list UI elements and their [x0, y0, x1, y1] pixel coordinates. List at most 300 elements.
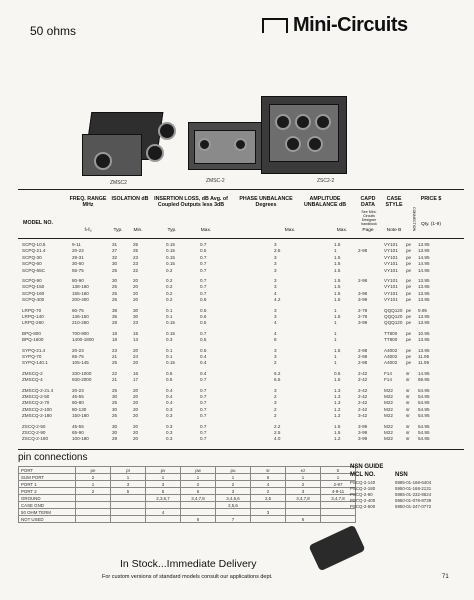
table-cell: 1: [334, 307, 337, 313]
pin-cell: 5: [146, 488, 181, 495]
table-cell: 0.6: [334, 370, 341, 376]
table-cell: 23: [133, 254, 139, 260]
table-cell: 8: [274, 337, 277, 343]
table-cell: 0.3: [166, 337, 173, 343]
pin-cell: [251, 516, 286, 523]
table-cell: 2.2: [274, 423, 281, 429]
col-phase: PHASE UNBALANCE Degrees: [239, 196, 293, 208]
table-cell: 3-99: [358, 297, 368, 303]
table-cell: 20: [133, 284, 139, 290]
table-cell: 0.7: [200, 261, 207, 267]
table-cell: 25: [133, 248, 139, 254]
table-cell: 18: [112, 337, 118, 343]
table-cell: 4: [274, 320, 277, 326]
table-cell: 20-22: [72, 248, 84, 254]
pin-cell: 2: [76, 488, 111, 495]
table-cell: 138-160: [72, 284, 89, 290]
table-cell: 38: [112, 307, 118, 313]
table-cell: 0.5: [200, 347, 207, 353]
pin-row: [19, 481, 356, 488]
col-iso-min: Min.: [133, 228, 143, 233]
pin-cell: 3,4,7,8: [181, 495, 216, 502]
pin-function: SUM PORT: [19, 474, 76, 481]
table-cell: 1.5: [334, 284, 341, 290]
table-cell: QQQ120: [384, 307, 403, 313]
table-cell: 9.95: [418, 307, 427, 313]
table-cell: 54.95: [418, 430, 430, 435]
table-cell: 18: [112, 330, 118, 336]
table-cell: QQQ120: [384, 314, 403, 319]
table-cell: 0.6: [166, 370, 173, 376]
pin-row: [19, 509, 356, 516]
table-cell: QQQ120: [384, 320, 403, 326]
table-cell: 0.4: [166, 387, 173, 393]
table-cell: 21: [112, 377, 118, 383]
model-number: ZMSCQ-2: [22, 370, 43, 376]
model-number: SCPQ-21.4: [22, 248, 46, 254]
table-cell: 1.5: [334, 314, 341, 319]
table-cell: pe: [406, 314, 412, 319]
pin-connections-title: pin connections: [18, 452, 88, 463]
table-cell: 2-98: [358, 248, 368, 254]
table-cell: sr: [406, 387, 410, 393]
pin-cell: 1: [216, 474, 251, 481]
table-cell: 0.7: [200, 430, 207, 435]
table-cell: 0.8: [200, 297, 207, 303]
pin-header-cell: pw: [181, 467, 216, 474]
table-cell: 0.7: [200, 290, 207, 296]
table-cell: 13.95: [418, 320, 430, 326]
table-cell: 6.2: [274, 370, 281, 376]
table-cell: 3-99: [358, 320, 368, 326]
model-number: SYPQ-70: [22, 354, 42, 359]
table-cell: M22: [384, 387, 393, 393]
model-number: ZSCQ-2-180: [22, 436, 49, 442]
table-cell: 1.2: [334, 413, 341, 419]
table-cell: pe: [406, 254, 412, 260]
model-number: BPQ-1600: [22, 337, 44, 343]
table-cell: 13.95: [418, 290, 430, 296]
table-cell: 2-98: [358, 278, 368, 283]
model-number: SCPQ-30: [22, 254, 42, 260]
model-number: ZMSCQ-4: [22, 377, 43, 383]
table-cell: 0.15: [166, 254, 175, 260]
table-cell: 65-75: [72, 354, 84, 359]
pin-row: [19, 502, 356, 509]
table-cell: sr: [406, 400, 410, 406]
table-cell: 0.15: [166, 261, 175, 267]
table-cell: 3: [274, 307, 277, 313]
pin-cell: 3: [111, 481, 146, 488]
table-cell: 13: [133, 337, 139, 343]
table-cell: VY101: [384, 267, 398, 273]
model-number: ZMSCQ-2-21.4: [22, 387, 54, 393]
in-stock-banner: In Stock...Immediate Delivery: [120, 558, 257, 570]
pin-cell: [181, 502, 216, 509]
table-cell: pe: [406, 330, 412, 336]
table-cell: 25: [112, 360, 118, 366]
col-price: PRICE $: [420, 196, 442, 202]
table-cell: 0.7: [200, 267, 207, 273]
table-cell: 1.5: [334, 254, 341, 260]
table-cell: 0.5: [200, 307, 207, 313]
table-cell: 0.2: [166, 278, 173, 283]
table-cell: 30: [112, 430, 118, 435]
pin-cell: 2,3,6,7: [146, 495, 181, 502]
model-number: ZMSCQ-2-50: [22, 394, 50, 399]
table-cell: 0.15: [166, 248, 175, 254]
table-cell: 2-42: [358, 394, 368, 399]
table-cell: 0.5: [166, 377, 173, 383]
table-cell: 0.2: [166, 290, 173, 296]
model-number: SYPQ-21.4: [22, 347, 46, 353]
table-cell: 2: [274, 406, 277, 412]
nsn-col-nsn: NSN: [395, 472, 408, 478]
nsn-number: 5950-01-078-8739: [395, 498, 432, 503]
model-number: SCPQ-160: [22, 290, 45, 296]
col-freq: FREQ. RANGE MHz: [69, 196, 107, 208]
table-cell: 45-55: [72, 423, 84, 429]
table-cell: 30: [112, 423, 118, 429]
table-cell: 1.2: [334, 406, 341, 412]
table-cell: pe: [406, 337, 412, 343]
table-cell: 11.95: [418, 354, 430, 359]
table-cell: 25: [112, 387, 118, 393]
table-cell: 1.5: [334, 242, 341, 247]
table-row: [18, 268, 464, 274]
computer-evaluated-stamp: [308, 525, 365, 572]
col-amplitude: AMPLITUDE UNBALANCE dB: [303, 196, 347, 208]
pin-header-cell: pe: [76, 467, 111, 474]
table-cell: 54.95: [418, 406, 430, 412]
table-cell: 105-145: [72, 360, 89, 366]
model-number: SYPQ-140.1: [22, 360, 48, 366]
model-number: ZSCQ-2-50: [22, 423, 46, 429]
pin-cell: 2,5: [251, 495, 286, 502]
table-cell: 1: [334, 248, 337, 254]
table-cell: 20: [133, 430, 139, 435]
table-cell: 15: [133, 330, 139, 336]
table-cell: 0.2: [166, 297, 173, 303]
table-cell: VY101: [384, 261, 398, 267]
table-cell: 1: [334, 320, 337, 326]
photo-caption-right: ZSC2-2: [317, 178, 335, 184]
table-cell: 10.95: [418, 330, 430, 336]
model-number: LRPQ-70: [22, 307, 42, 313]
table-cell: 54.95: [418, 394, 430, 399]
table-cell: 13.95: [418, 314, 430, 319]
model-number: SCPQ-400: [22, 297, 45, 303]
table-cell: 9-11: [72, 242, 81, 247]
table-cell: 3-42: [358, 413, 368, 419]
col-amp-max: Max.: [336, 228, 348, 233]
brand-name: Mini-Circuits: [293, 14, 408, 36]
table-cell: 3: [274, 278, 277, 283]
table-cell: 930-2000: [72, 377, 92, 383]
table-cell: 0.15: [166, 320, 175, 326]
model-number: ZSCQ-2-90: [22, 430, 46, 435]
table-cell: 0.7: [200, 436, 207, 442]
pin-header-cell: pu: [216, 467, 251, 474]
model-number: SCPQ-60: [22, 261, 42, 267]
table-cell: 14.95: [418, 254, 430, 260]
table-cell: sr: [406, 377, 410, 383]
table-cell: 17: [133, 377, 139, 383]
pin-cell: 3,4,7,8: [286, 495, 321, 502]
table-cell: 3: [274, 387, 277, 393]
table-cell: sr: [406, 413, 410, 419]
table-cell: VY101: [384, 254, 398, 260]
table-cell: 25: [112, 413, 118, 419]
table-cell: 2-42: [358, 377, 368, 383]
table-cell: 0.7: [200, 387, 207, 393]
table-cell: 0.3: [166, 413, 173, 419]
table-cell: 1.5: [334, 297, 341, 303]
pin-cell: 6: [251, 474, 286, 481]
pin-cell: [216, 509, 251, 516]
table-cell: 35: [112, 314, 118, 319]
table-cell: TT800: [384, 337, 398, 343]
pin-cell: 1: [76, 481, 111, 488]
product-photo-left: [70, 104, 180, 186]
table-cell: 1.5: [334, 377, 341, 383]
table-cell: TT800: [384, 330, 398, 336]
table-cell: M22: [384, 400, 393, 406]
table-cell: 3-99: [358, 423, 368, 429]
pin-cell: 6: [181, 488, 216, 495]
col-ins-typ: Typ.: [167, 228, 177, 233]
col-case-note: Note B: [386, 228, 402, 233]
pin-function: 50 OHM TERM: [19, 509, 76, 516]
table-cell: VY101: [384, 297, 398, 303]
table-cell: 2.5: [274, 430, 281, 435]
model-number: SCPQ-10.5: [22, 242, 46, 247]
table-cell: 25: [112, 290, 118, 296]
table-cell: 0.7: [200, 423, 207, 429]
table-cell: 25: [112, 267, 118, 273]
pin-cell: 2: [181, 481, 216, 488]
model-number: BPQ-800: [22, 330, 41, 336]
table-cell: 4: [274, 290, 277, 296]
table-cell: 3: [274, 400, 277, 406]
table-cell: 4.0: [274, 436, 281, 442]
pin-header-cell: PORT: [19, 467, 76, 474]
pin-cell: 1: [286, 474, 321, 481]
table-cell: 14.95: [418, 261, 430, 267]
table-cell: 0.7: [200, 284, 207, 290]
pin-cell: [251, 502, 286, 509]
table-cell: 0.3: [166, 436, 173, 442]
table-cell: 0.7: [200, 413, 207, 419]
table-cell: 0.7: [200, 400, 207, 406]
table-cell: 20-23: [72, 347, 84, 353]
table-cell: 2: [274, 394, 277, 399]
pin-cell: [76, 516, 111, 523]
custom-versions-note: For custom versions of standard models consult our applications dept.: [102, 574, 273, 580]
pin-function: CASE GND: [19, 502, 76, 509]
table-cell: 69.95: [418, 377, 430, 383]
pin-function: NOT USED: [19, 516, 76, 523]
table-cell: 20: [133, 290, 139, 296]
pin-cell: [111, 502, 146, 509]
pin-cell: 1: [181, 474, 216, 481]
table-cell: 29: [112, 436, 118, 442]
table-cell: 2: [274, 360, 277, 366]
table-cell: A4002: [384, 360, 398, 366]
table-cell: 60-75: [72, 307, 84, 313]
col-case: CASE STYLE: [385, 196, 403, 208]
nsn-guide-title: NSN GUIDE: [350, 464, 384, 470]
table-cell: 2-42: [358, 406, 368, 412]
table-cell: 13.95: [418, 278, 430, 283]
table-cell: 2-78: [358, 314, 368, 319]
pin-header-cell: ez: [286, 467, 321, 474]
col-model: MODEL NO.: [23, 220, 53, 226]
table-cell: 0.7: [200, 406, 207, 412]
table-cell: 13.95: [418, 297, 430, 303]
table-cell: 0.1: [166, 307, 173, 313]
table-cell: 25: [133, 242, 139, 247]
pin-cell: [146, 516, 181, 523]
table-cell: VY101: [384, 278, 398, 283]
table-cell: 20: [133, 394, 139, 399]
impedance-label: 50 ohms: [30, 24, 77, 38]
pin-cell: 4: [251, 481, 286, 488]
pin-row: [19, 516, 356, 523]
table-cell: 4.2: [274, 297, 281, 303]
col-isolation: ISOLATION dB: [111, 196, 149, 202]
pin-cell: 3: [216, 488, 251, 495]
table-cell: 2-42: [358, 370, 368, 376]
table-cell: 0.3: [166, 430, 173, 435]
pin-cell: 3,4,5,6: [216, 495, 251, 502]
table-cell: 3: [274, 354, 277, 359]
table-cell: 3: [274, 242, 277, 247]
table-cell: 22: [133, 267, 139, 273]
pin-row: [19, 488, 356, 495]
table-cell: pe: [406, 290, 412, 296]
table-cell: 14.95: [418, 267, 430, 273]
table-cell: VY101: [384, 248, 398, 254]
pin-function: PORT 2: [19, 488, 76, 495]
table-cell: F14: [384, 370, 392, 376]
table-cell: 2: [274, 413, 277, 419]
pin-cell: 1: [111, 474, 146, 481]
header-bottom-rule: [18, 238, 464, 239]
page-number: 71: [442, 574, 449, 580]
pin-cell: 2: [286, 481, 321, 488]
table-cell: 1.5: [334, 267, 341, 273]
col-capd: CAPD DATA: [360, 196, 376, 208]
table-cell: 20: [133, 406, 139, 412]
pin-cell: 6: [286, 516, 321, 523]
col-iso-typ: Typ.: [113, 228, 123, 233]
table-cell: 3: [274, 347, 277, 353]
pin-header-row: [19, 467, 356, 474]
table-cell: 700-900: [72, 330, 89, 336]
table-row: [18, 413, 464, 419]
table-cell: 1.5: [334, 430, 341, 435]
table-cell: pe: [406, 347, 412, 353]
brand-logo: [262, 14, 408, 37]
logo-icon: [262, 18, 288, 33]
table-cell: 20-23: [72, 387, 84, 393]
table-cell: 13.95: [418, 337, 430, 343]
table-row: [18, 360, 464, 366]
pin-cell: 2: [251, 488, 286, 495]
table-cell: 54.95: [418, 400, 430, 406]
pin-cell: [321, 509, 356, 516]
table-cell: 3: [274, 314, 277, 319]
table-cell: 0.4: [166, 394, 173, 399]
table-cell: 27: [112, 248, 118, 254]
pin-header-cell: sr: [251, 467, 286, 474]
table-row: [18, 377, 464, 383]
table-cell: pe: [406, 278, 412, 283]
table-cell: 2-42: [358, 400, 368, 406]
table-cell: 11.95: [418, 360, 430, 366]
table-cell: 30: [133, 314, 139, 319]
table-cell: 136-150: [72, 314, 89, 319]
pin-cell: 2: [76, 474, 111, 481]
col-ins-max: Max.: [200, 228, 212, 233]
table-cell: 1.3: [334, 387, 341, 393]
table-cell: 0.4: [200, 360, 207, 366]
table-cell: VY101: [384, 284, 398, 290]
table-cell: 1.5: [334, 278, 341, 283]
table-cell: pe: [406, 360, 412, 366]
model-number: ZMSCQ-2-70: [22, 400, 50, 406]
table-cell: A4002: [384, 347, 398, 353]
table-cell: 0.2: [166, 284, 173, 290]
table-cell: 0.5: [200, 248, 207, 254]
table-cell: 30: [112, 261, 118, 267]
table-cell: 2-98: [358, 360, 368, 366]
table-cell: 20: [133, 360, 139, 366]
table-cell: pe: [406, 242, 412, 247]
table-cell: 0.4: [200, 354, 207, 359]
model-number: LRPQ-260: [22, 320, 44, 326]
table-cell: 45-55: [72, 394, 84, 399]
table-cell: 20: [133, 297, 139, 303]
table-cell: 0.4: [200, 370, 207, 376]
table-cell: 25: [112, 297, 118, 303]
pin-cell: [111, 509, 146, 516]
table-cell: 0.7: [200, 330, 207, 336]
col-capd-note: See Mini-Circuits Designer handbook: [361, 210, 377, 226]
table-cell: sr: [406, 370, 410, 376]
table-cell: VY101: [384, 242, 398, 247]
table-cell: 2-98: [358, 354, 368, 359]
nsn-mcl-number: PSCQ-2-400: [350, 498, 376, 503]
table-cell: 1.3: [334, 394, 341, 399]
table-cell: 2-98: [358, 347, 368, 353]
table-cell: 30: [112, 278, 118, 283]
pin-cell: 3: [286, 488, 321, 495]
nsn-mcl-number: PSCQ-2-180: [350, 486, 376, 491]
pin-cell: [286, 502, 321, 509]
col-connection: CONNECTION: [412, 206, 416, 232]
table-cell: 150-180: [72, 413, 89, 419]
table-row: [18, 337, 464, 343]
table-cell: 3: [274, 284, 277, 290]
table-cell: sr: [406, 430, 410, 435]
model-number: LRPQ-140: [22, 314, 44, 319]
table-cell: pe: [406, 297, 412, 303]
table-cell: 65-90: [72, 430, 84, 435]
table-cell: sr: [406, 436, 410, 442]
table-cell: 100-180: [72, 436, 89, 442]
